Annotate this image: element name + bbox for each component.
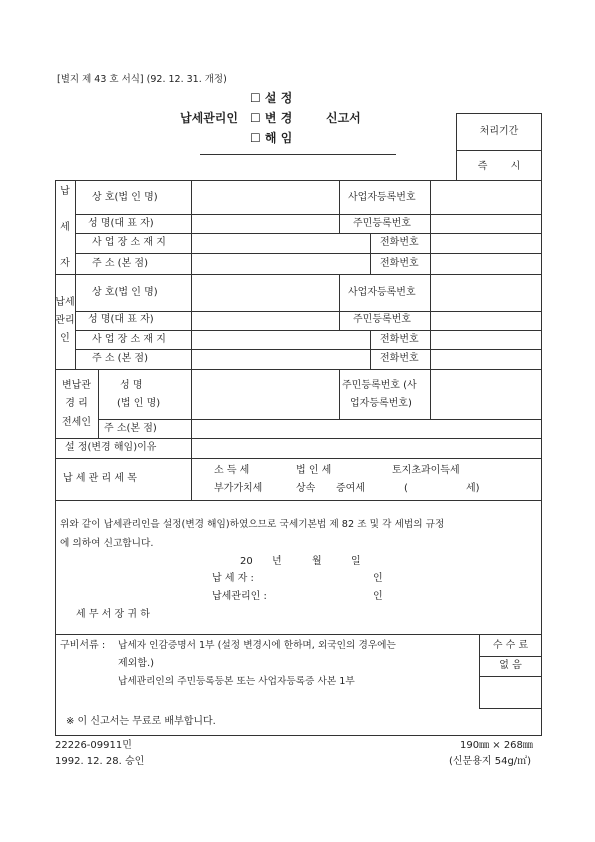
tax-items-label: 납 세 관 리 세 목 xyxy=(63,473,137,484)
documents-label: 구비서류 : xyxy=(60,640,106,651)
tax-item-other-open: ( xyxy=(404,483,408,494)
taxpayer-side-label-2: 세 xyxy=(60,222,70,233)
documents-item-2: 납세관리인의 주민등록등본 또는 사업자등록증 사본 1부 xyxy=(118,676,355,687)
documents-item-1a: 납세자 인감증명서 1부 (설정 변경시에 한하며, 외국인의 경우에는 xyxy=(118,640,396,651)
statement-line-1: 위와 같이 납세관리인을 설정(변경 해임)하였으므로 국세기본법 제 82 조 및 각 세법의 규정 xyxy=(60,519,445,530)
taxpayer-phone-label-1: 전화번호 xyxy=(380,237,419,248)
approval-date: 1992. 12. 28. 승인 xyxy=(55,756,145,767)
taxpayer-seal: 인 xyxy=(373,573,383,584)
paper-size: 190㎜ × 268㎜ xyxy=(460,740,533,751)
paper-type: (신문용지 54g/㎡) xyxy=(449,756,532,767)
tax-item-inheritance: 상속 xyxy=(296,483,316,494)
taxpayer-name-label: 상 호(법 인 명) xyxy=(92,192,158,203)
manager-phone-label-2: 전화번호 xyxy=(380,353,419,364)
manager-rrn-label: 주민등록번호 xyxy=(353,314,411,325)
tax-item-corporate: 법 인 세 xyxy=(296,465,332,476)
form-number: [별지 제 43 호 서식] (92. 12. 31. 개정) xyxy=(57,74,227,85)
manager-name-label: 상 호(법 인 명) xyxy=(92,287,158,298)
fee-label: 수 수 료 xyxy=(492,640,529,651)
statement-line-2: 에 의하여 신고합니다. xyxy=(60,538,154,549)
pre-manager-address-label: 주 소(본 점) xyxy=(104,423,157,434)
processing-period-label: 처리기간 xyxy=(479,126,519,137)
manager-side-label-2: 관리 xyxy=(55,315,75,326)
taxpayer-side-label-3: 자 xyxy=(60,258,70,269)
taxpayer-rep-label: 성 명(대 표 자) xyxy=(88,218,154,229)
pre-manager-side-label-3: 전세인 xyxy=(62,417,91,428)
title-left: 납세관리인 xyxy=(180,111,238,125)
manager-sign-label: 납세관리인 : xyxy=(212,591,267,602)
tax-item-land: 토지초과이득세 xyxy=(392,465,460,476)
tax-item-other-close: 세) xyxy=(466,483,480,494)
manager-office-label: 사 업 장 소 재 지 xyxy=(92,334,166,345)
form-code: 22226-09911민 xyxy=(55,740,132,751)
title-right: 신고서 xyxy=(326,111,361,125)
date-day-label: 일 xyxy=(351,556,361,567)
free-distribution-note: ※ 이 신고서는 무료로 배부합니다. xyxy=(66,716,216,727)
manager-phone-label-1: 전화번호 xyxy=(380,334,419,345)
taxpayer-office-label: 사 업 장 소 재 지 xyxy=(92,237,166,248)
manager-rep-label: 성 명(대 표 자) xyxy=(88,314,154,325)
manager-side-label-3: 인 xyxy=(60,333,70,344)
option-change: ☐ 변 경 xyxy=(250,111,293,125)
manager-biz-no-label: 사업자등록번호 xyxy=(348,287,416,298)
taxpayer-phone-label-2: 전화번호 xyxy=(380,258,419,269)
manager-seal: 인 xyxy=(373,591,383,602)
tax-item-vat: 부가가치세 xyxy=(214,483,263,494)
title-underline xyxy=(200,154,396,155)
processing-period-value: 즉 시 xyxy=(477,161,521,172)
taxpayer-sign-label: 납 세 자 : xyxy=(212,573,254,584)
pre-manager-id-label-1: 주민등록번호 (사 xyxy=(342,380,417,391)
tax-item-income: 소 득 세 xyxy=(214,465,250,476)
manager-side-label-1: 납세 xyxy=(55,297,75,308)
documents-item-1b: 제외함.) xyxy=(118,658,155,669)
date-year: 20 xyxy=(240,556,253,567)
taxpayer-address-label: 주 소 (본 점) xyxy=(92,258,148,269)
date-month-label: 월 xyxy=(312,556,322,567)
manager-address-label: 주 소 (본 점) xyxy=(92,353,148,364)
reason-label: 설 정(변경 해임)이유 xyxy=(65,442,157,453)
pre-manager-side-label-2: 경 리 xyxy=(65,398,88,409)
fee-value: 없 음 xyxy=(499,660,522,671)
pre-manager-side-label-1: 변납관 xyxy=(62,380,91,391)
date-year-label: 년 xyxy=(272,556,282,567)
taxpayer-rrn-label: 주민등록번호 xyxy=(353,218,411,229)
pre-manager-name-label-1: 성 명 xyxy=(120,380,143,391)
taxpayer-side-label-1: 납 xyxy=(60,186,70,197)
option-set: ☐ 설 정 xyxy=(250,91,293,105)
addressee: 세 무 서 장 귀 하 xyxy=(76,609,150,620)
pre-manager-id-label-2: 업자등록번호) xyxy=(350,398,412,409)
taxpayer-biz-no-label: 사업자등록번호 xyxy=(348,192,416,203)
pre-manager-name-label-2: (법 인 명) xyxy=(117,398,161,409)
tax-item-gift: 증여세 xyxy=(336,483,365,494)
option-cancel: ☐ 해 임 xyxy=(250,131,293,145)
